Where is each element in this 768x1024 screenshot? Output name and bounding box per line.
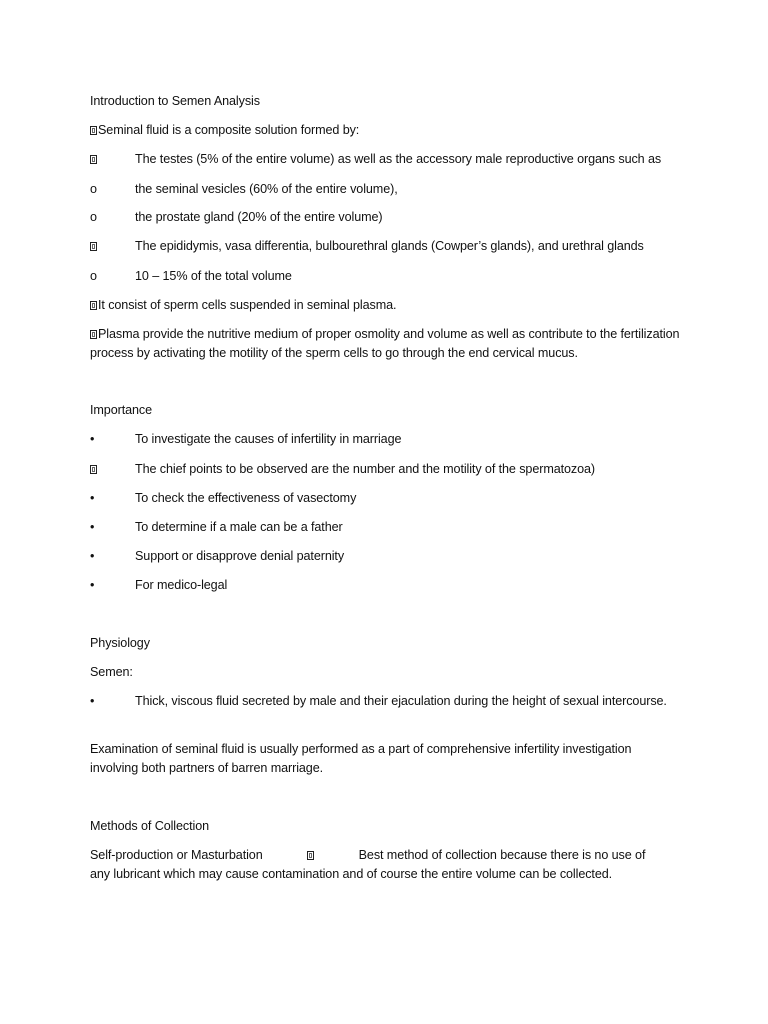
heading-text: Physiology [90,636,150,650]
intro-line-5 [90,237,644,256]
missing-glyph-icon [90,126,97,135]
heading-text: Methods of Collection [90,819,210,833]
importance-item-5 [90,547,344,566]
intro-text-1: Seminal fluid is a composite solution formed by: [98,123,360,137]
list-marker [90,460,135,479]
subheading-text: Semen: [90,665,133,679]
intro-text-3: the seminal vesicles (60% of the entire volume), [135,182,398,196]
document-title [90,92,260,111]
bullet: • [90,432,95,446]
importance-item-1 [90,430,401,449]
bullet: • [90,491,95,505]
method-description-continued: any lubricant which may cause contamination and of course the entire volume can be collected. [90,867,613,881]
intro-paragraph-8 [90,325,680,363]
heading-text: Importance [90,403,152,417]
title-text: Introduction to Semen Analysis [90,94,260,108]
physiology-item-1 [90,692,680,711]
intro-line-3 [90,180,398,199]
missing-glyph-icon [90,465,97,474]
methods-heading [90,817,209,836]
missing-glyph-icon [90,155,97,164]
bullet: • [90,578,95,592]
intro-line-4 [90,208,383,227]
missing-glyph-icon [90,330,97,339]
list-marker: o [90,269,97,283]
importance-item-3 [90,489,356,508]
missing-glyph-icon [90,301,97,310]
physiology-subheading [90,663,133,682]
physiology-paragraph [90,740,680,778]
paragraph-text: Examination of seminal fluid is usually performed as a part of comprehensive infertility investigation involving both partners of barren marriage. [90,742,632,775]
intro-text-7: It consist of sperm cells suspended in seminal plasma. [98,298,397,312]
intro-line-7 [90,296,396,315]
physiology-heading [90,634,150,653]
intro-text-5: The epididymis, vasa differentia, bulbourethral glands (Cowper’s glands), and urethral glands [135,239,644,253]
missing-glyph-icon [307,851,314,860]
bullet: • [90,520,95,534]
intro-text-4: the prostate gland (20% of the entire volume) [135,210,383,224]
importance-item-6 [90,576,227,595]
list-item-text: The chief points to be observed are the number and the motility of the spermatozoa) [135,462,596,476]
method-name: Self-production or Masturbation [90,848,263,862]
importance-heading [90,401,152,420]
list-marker [90,237,135,256]
bullet: • [90,549,95,563]
bullet: • [90,694,95,708]
importance-item-2 [90,460,595,479]
intro-text-6: 10 – 15% of the total volume [135,269,292,283]
method-1-line-1 [90,846,645,865]
list-marker: o [90,210,97,224]
list-marker: o [90,182,97,196]
intro-text-8: Plasma provide the nutritive medium of proper osmolity and volume as well as contribute to the fertilization process by activating the motility of the sperm cells to go through the end cervical mucus. [90,327,680,360]
separator [307,846,315,865]
list-item-text: For medico-legal [135,578,228,592]
importance-item-4 [90,518,343,537]
method-1-line-2 [90,865,612,884]
list-item-text: Support or disapprove denial paternity [135,549,345,563]
intro-line-6 [90,267,292,286]
list-item-text: To check the effectiveness of vasectomy [135,491,357,505]
intro-line-1 [90,121,359,140]
list-marker [90,150,135,169]
method-description: Best method of collection because there is no use of [358,848,646,862]
list-item-text: To determine if a male can be a father [135,520,343,534]
missing-glyph-icon [90,242,97,251]
intro-text-2: The testes (5% of the entire volume) as well as the accessory male reproductive organs such as [135,152,662,166]
list-item-text: Thick, viscous fluid secreted by male and their ejaculation during the height of sexual intercourse. [135,694,667,708]
intro-line-2 [90,150,661,169]
list-item-text: To investigate the causes of infertility in marriage [135,432,402,446]
